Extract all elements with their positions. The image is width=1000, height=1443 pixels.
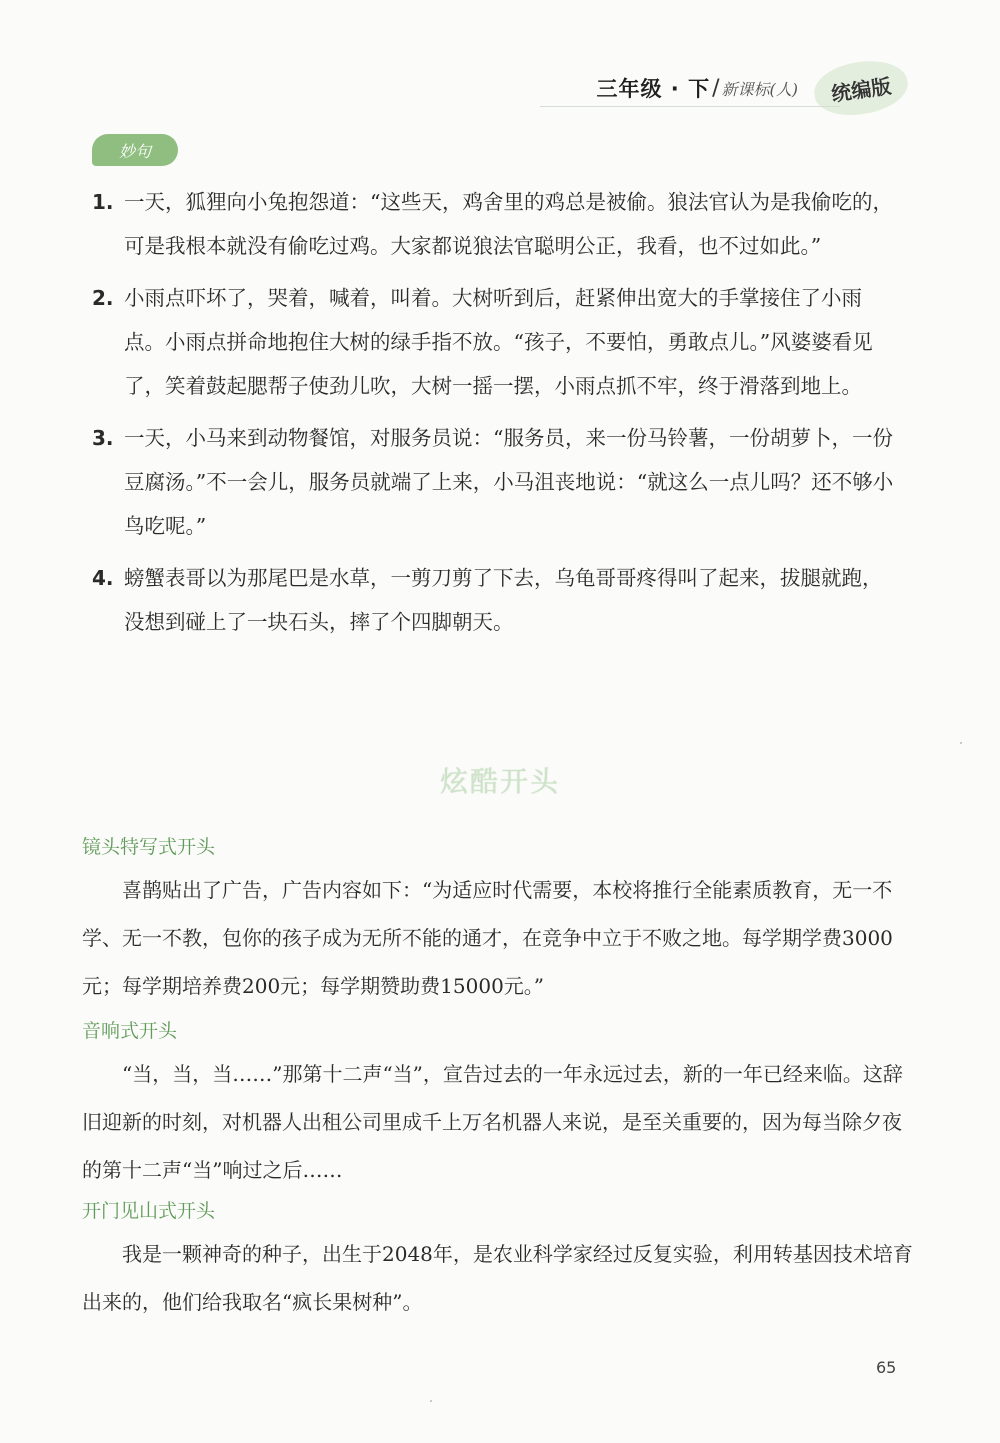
sentence-number: 4. — [92, 566, 114, 590]
edition-label: 统编版 — [829, 73, 893, 106]
sentence-text: 小雨点吓坏了，哭着，喊着，叫着。大树听到后，赶紧伸出宽大的手掌接住了小雨点。小雨点拼命地抱住大树的绿手指不放。“孩子，不要怕，勇敢点儿。”风婆婆看见了，笑着鼓起腮帮子使劲儿吹，大树一摇一摆，小雨点抓不牢，终于滑落到地上。 — [124, 286, 873, 398]
opening-heading: 开门见山式开头 — [82, 1200, 216, 1222]
header-rule — [540, 106, 840, 107]
grade-label: 三年级 · 下 — [596, 77, 711, 101]
sentence-text: 一天，狐狸向小兔抱怨道：“这些天，鸡舍里的鸡总是被偷。狼法官认为是我偷吃的，可是我根本就没有偷吃过鸡。大家都说狼法官聪明公正，我看，也不过如此。” — [124, 190, 893, 258]
section-title: 炫酷开头 — [439, 765, 560, 798]
opening-paragraph: 我是一颗神奇的种子，出生于2048年，是农业科学家经过反复实验，利用转基因技术培育出来的，他们给我取名“疯长果树种”。 — [82, 1242, 913, 1314]
edition-badge — [811, 56, 911, 121]
opening-heading: 镜头特写式开头 — [82, 836, 216, 858]
sentence-number: 1. — [92, 190, 114, 214]
sentence-list — [92, 180, 902, 652]
page-header — [596, 66, 908, 110]
scan-speck — [960, 742, 962, 744]
sentence-item — [92, 416, 902, 548]
section-tag — [92, 134, 178, 166]
scan-speck — [430, 1400, 432, 1402]
sentence-text: 一天，小马来到动物餐馆，对服务员说：“服务员，来一份马铃薯，一份胡萝卜，一份豆腐汤。”不一会儿，服务员就端了上来，小马沮丧地说：“就这么一点儿吗？还不够小鸟吃呢。” — [124, 426, 894, 538]
sentence-item — [92, 180, 902, 268]
curriculum-label: 新课标(人) — [721, 79, 798, 99]
opening-paragraph: “当，当，当……”那第十二声“当”，宣告过去的一年永远过去，新的一年已经来临。这辞旧迎新的时刻，对机器人出租公司里成千上万名机器人来说，是至关重要的，因为每当除夕夜的第十二声“当”响过之后…… — [82, 1062, 903, 1182]
sentence-text: 螃蟹表哥以为那尾巴是水草，一剪刀剪了下去，乌龟哥哥疼得叫了起来，拔腿就跑，没想到碰上了一块石头，摔了个四脚朝天。 — [124, 566, 883, 634]
page-number: 65 — [876, 1358, 897, 1377]
header-slash: / — [712, 75, 720, 101]
sentence-number: 2. — [92, 286, 114, 310]
opening-paragraph: 喜鹊贴出了广告，广告内容如下：“为适应时代需要，本校将推行全能素质教育，无一不学、无一不教，包你的孩子成为无所不能的通才，在竞争中立于不败之地。每学期学费3000元；每学期培养费200元；每学期赞助费15000元。” — [82, 878, 893, 998]
sentence-number: 3. — [92, 426, 114, 450]
sentence-item — [92, 556, 902, 644]
opening-heading: 音响式开头 — [82, 1020, 178, 1042]
section-tag-label: 妙句 — [118, 141, 151, 161]
sentence-item — [92, 276, 902, 408]
